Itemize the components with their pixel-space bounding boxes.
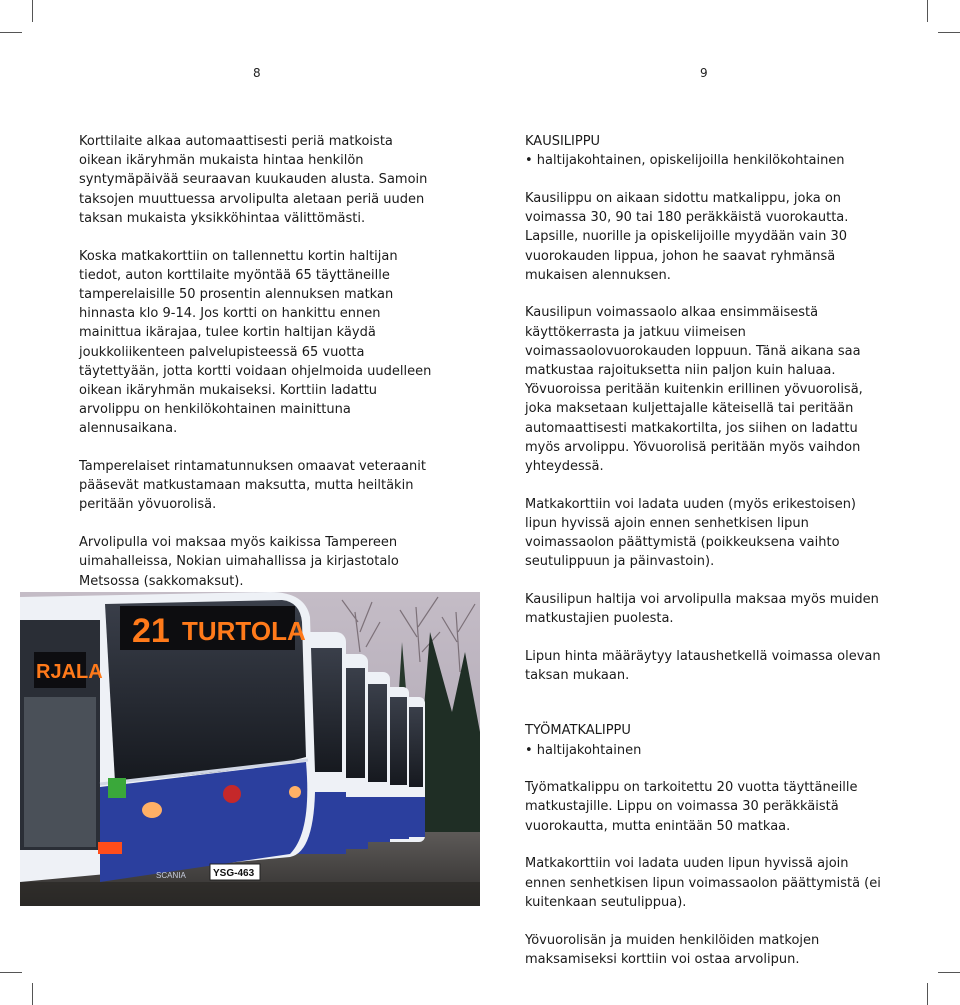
paragraph: Koska matkakorttiin on tallennettu kortin haltijan tiedot, auton korttilaite myöntää 65 täyttäneille tamperelaisille 50 prosentin alennuksen matkan hinnasta klo 9-14. Jos kortti on hankittu ennen mainittua ikärajaa, tulee kortin haltijan käydä joukkoliikenteen palvelupisteessä 65 vuotta täytettyään, jotta kortti voidaan ohjelmoida uudelleen oikean ikäryhmän mukaiseksi. Korttiin ladattu arvolippu on henkilökohtainen mainittuna alennusaikana. <box>79 248 432 437</box>
paragraph: Matkakorttiin voi ladata uuden (myös erikestoisen) lipun hyvissä ajoin ennen senhetkisen lipun voimassaolon päättymistä (poikkeuksena vaihto seutulippuun ja päinvastoin). <box>525 496 857 570</box>
bus-photo <box>20 592 480 906</box>
paragraph: Lipun hinta määräytyy lataushetkellä voimassa olevan taksan mukaan. <box>525 648 881 684</box>
paragraph: Korttilaite alkaa automaattisesti periä matkoista oikean ikäryhmän mukaista hintaa henkilön syntymäpäivää seuraavan kuukauden alusta. Samoin taksojen muuttuessa arvolipulta aletaan periä uuden taksan mukaista yksikköhintaa välittömästi. <box>79 134 428 226</box>
paragraph: Yövuorolisän ja muiden henkilöiden matkojen maksamiseksi korttiin voi ostaa arvolipun. <box>525 932 820 967</box>
paragraph: Arvolipulla voi maksaa myös kaikissa Tampereen uimahalleissa, Nokian uimahallissa ja kirjastotalo Metsossa (sakkomaksut). <box>79 535 399 589</box>
side-sign: RJALA <box>36 661 103 683</box>
crop-mark-bottom-right-v <box>927 983 928 1005</box>
route-number: 21 <box>132 612 170 650</box>
section-heading-tyomatkalippu: TYÖMATKALIPPU <box>525 723 631 739</box>
crop-mark-bottom-left-v <box>32 983 33 1005</box>
page-number-left: 8 <box>253 66 261 80</box>
section-heading-kausilippu: KAUSILIPPU <box>525 134 601 149</box>
paragraph: Kausilippu on aikaan sidottu matkalippu, joka on voimassa 30, 90 tai 180 peräkkäistä vuorokautta. Lapsille, nuorille ja opiskelijoille myydään vain 30 vuorokauden lippua, johon he saavat ryhmänsä mukaisen alennuksen. <box>525 190 849 283</box>
bullet-item: • haltijakohtainen, opiskelijoilla henkilökohtainen <box>525 153 845 169</box>
paragraph: Matkakorttiin voi ladata uuden lipun hyvissä ajoin ennen senhetkisen lipun voimassaolon päättymistä (ei kuitenkaan seutulippua). <box>525 856 881 910</box>
paragraph: Kausilipun haltija voi arvolipulla maksaa myös muiden matkustajien puolesta. <box>525 592 879 627</box>
crop-mark-top-left-h <box>0 32 22 33</box>
page-number-right: 9 <box>700 66 708 80</box>
right-column <box>525 132 883 969</box>
paragraph: Tamperelaiset rintamatunnuksen omaavat veteraanit pääsevät matkustamaan maksutta, mutta heiltäkin peritään yövuorolisä. <box>79 459 426 513</box>
left-column <box>79 132 437 591</box>
bus-brand: SCANIA <box>156 871 186 880</box>
destination-sign: TURTOLA <box>182 616 306 646</box>
crop-mark-bottom-left-h <box>0 972 22 973</box>
crop-mark-top-right-v <box>927 0 928 22</box>
crop-mark-bottom-right-h <box>938 972 960 973</box>
crop-mark-top-right-h <box>938 32 960 33</box>
paragraph: Työmatkalippu on tarkoitettu 20 vuotta täyttäneille matkustajille. Lippu on voimassa 30 peräkkäistä vuorokautta, mutta enintään 50 matkaa. <box>525 780 858 834</box>
paragraph: Kausilipun voimassaolo alkaa ensimmäisestä käyttökerrasta ja jatkuu viimeisen voimassaolovuorokauden loppuun. Tänä aikana saa matkustaa rajoituksetta niin paljon kuin haluaa. Yövuoroissa peritään kuitenkin erillinen yövuorolisä, joka maksetaan kuljettajalle käteisellä tai peritään automaattisesti matkakortilta, jos siihen on ladattu myös arvolippu. Yövuorolisä peritään myös vaihdon yhteydessä. <box>525 305 863 475</box>
license-plate: YSG-463 <box>213 868 255 879</box>
crop-mark-top-left-v <box>32 0 33 22</box>
bullet-item: • haltijakohtainen <box>525 742 642 758</box>
